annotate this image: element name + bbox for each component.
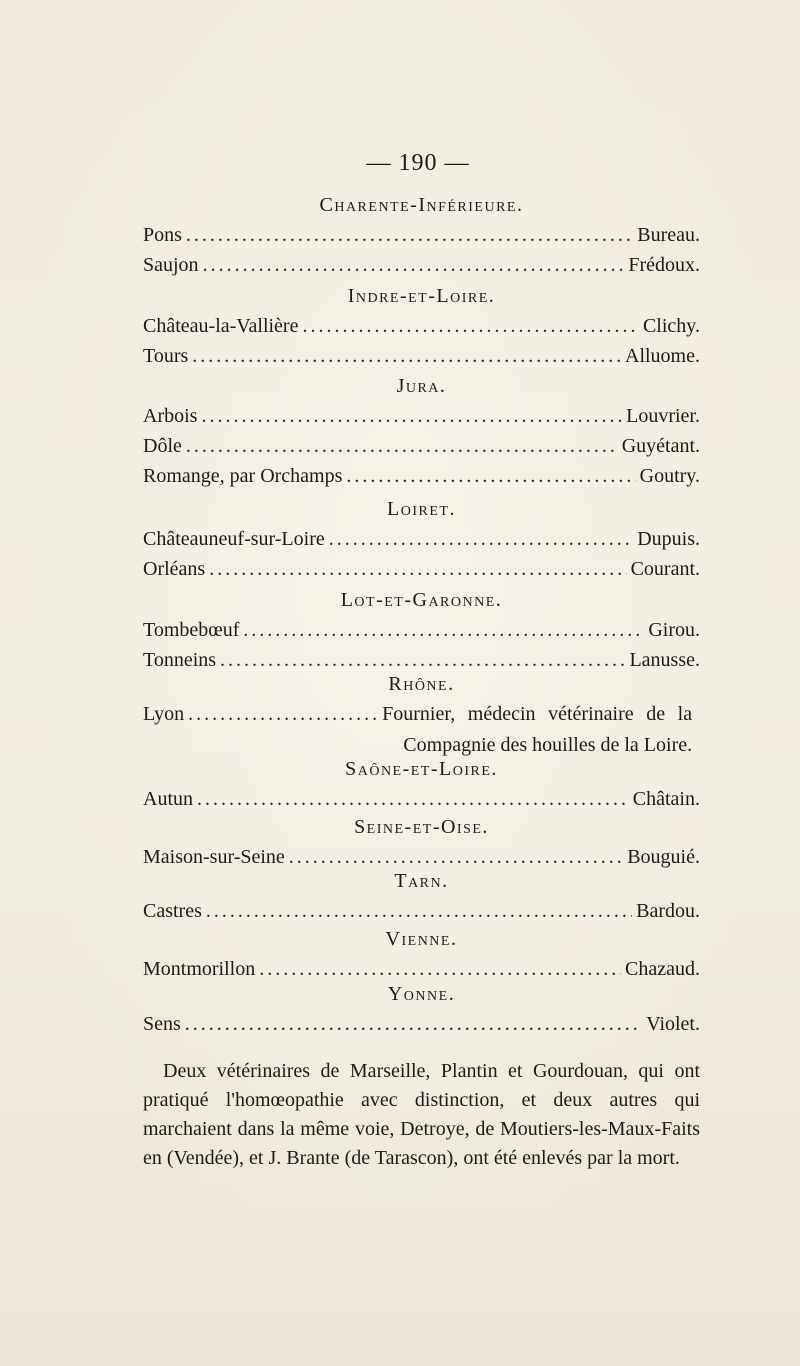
list-item [143,341,700,371]
section-heading: Saône-et-Loire. [345,758,498,780]
town-name: Romange, par Orchamps [143,465,343,487]
section-rhone [143,669,700,761]
dot-leader [302,311,639,341]
dot-leader [209,554,626,584]
section-heading: Loiret. [387,498,456,520]
town-name: Dôle [143,435,182,457]
dot-leader [186,431,618,461]
town-name: Tombebœuf [143,619,240,641]
section-heading: Indre-et-Loire. [347,285,496,307]
town-name: Sens [143,1013,181,1035]
practitioner-name: Bouguié. [627,846,700,868]
list-item [143,461,700,491]
list-item [143,1009,700,1039]
town-name: Tours [143,345,189,367]
practitioner-name: Clichy. [642,315,700,337]
dot-leader [201,401,622,431]
practitioner-name: Alluome. [625,345,700,367]
section-heading: Vienne. [385,928,458,950]
practitioner-name: Fournier, médecin vétérinaire de la Compagnie des houilles de la Loire. [382,703,693,756]
list-item [143,431,700,461]
section-yonne [143,979,700,1039]
closing-paragraph: Deux vétérinaires de Marseille, Plantin et Gourdouan, qui ont pratiqué l'homœopathie avec distinction, et deux autres qui marchaient dans la même voie, Detroye, de Moutiers-les-Maux-Faits en (Vendée), et J. Brante (de Tarascon), ont été enlevés par la mort. [143,1060,700,1169]
section-heading: Tarn. [394,870,449,892]
section-heading: Charente-Inférieure. [319,194,524,216]
practitioner-name: Bardou. [636,900,700,922]
practitioner-name: Dupuis. [637,528,700,550]
section-heading: Yonne. [387,983,456,1005]
section-tarn [143,866,700,926]
list-item [143,699,700,761]
section-heading: Seine-et-Oise. [354,816,489,838]
town-name: Montmorillon [143,958,256,980]
practitioner-name: Girou. [648,619,700,641]
list-item [143,896,700,926]
section-heading: Rhône. [388,673,455,695]
list-item [143,784,700,814]
dot-leader [188,699,378,729]
section-lot-et-garonne [143,585,700,675]
list-item [143,250,700,280]
list-item [143,401,700,431]
practitioner-name: Louvrier. [626,405,700,427]
town-name: Château-la-Vallière [143,315,299,337]
list-item [143,554,700,584]
practitioner-name: Lanusse. [629,649,700,671]
page-number: — 190 — [366,150,470,176]
list-item [143,311,700,341]
section-charente-inferieure [143,190,700,280]
dot-leader [206,896,632,926]
town-name: Pons [143,224,182,246]
practitioner-name: Courant. [630,558,700,580]
section-indre-et-loire [143,281,700,371]
practitioner-name: Chazaud. [625,958,700,980]
practitioner-name: Violet. [646,1013,700,1035]
dot-leader [186,220,633,250]
section-loiret [143,494,700,584]
section-seine-et-oise [143,812,700,872]
practitioner-name: Guyétant. [621,435,700,457]
practitioner-name: Frédoux. [628,254,700,276]
town-name: Saujon [143,254,199,276]
list-item [143,524,700,554]
section-saone-et-loire [143,754,700,814]
practitioner-name: Goutry. [639,465,700,487]
practitioner-name: Bureau. [637,224,700,246]
town-name: Arbois [143,405,198,427]
town-name: Castres [143,900,202,922]
dot-leader [192,341,621,371]
town-name: Orléans [143,558,206,580]
dot-leader [329,524,633,554]
dot-leader [185,1009,642,1039]
dot-leader [346,461,635,491]
list-item [143,220,700,250]
section-jura [143,371,700,491]
town-name: Autun [143,788,193,810]
section-heading: Jura. [396,375,447,397]
dot-leader [243,615,644,645]
practitioner-name: Châtain. [632,788,700,810]
section-vienne [143,924,700,984]
list-item [143,615,700,645]
town-name: Châteauneuf-sur-Loire [143,528,325,550]
section-heading: Lot-et-Garonne. [340,589,503,611]
town-name: Tonneins [143,649,217,671]
dot-leader [203,250,625,280]
town-name: Maison-sur-Seine [143,846,285,868]
town-name: Lyon [143,703,185,725]
dot-leader [197,784,629,814]
